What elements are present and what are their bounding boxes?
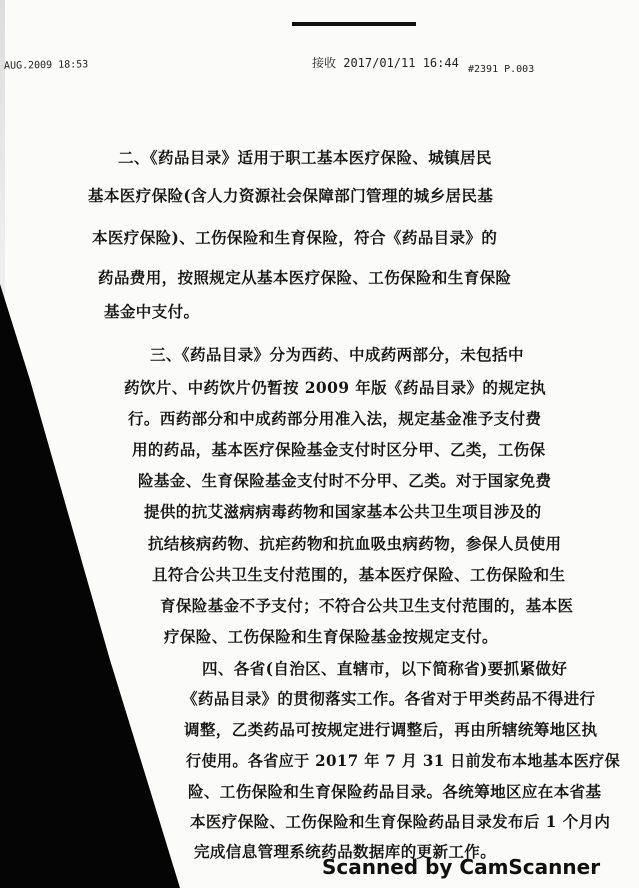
body-line: 四、各省(自治区、直辖市，以下简称省)要抓紧做好 (202, 659, 568, 678)
scanner-watermark: Scanned by CamScanner (322, 855, 601, 879)
body-line: 药品费用，按照规定从基本医疗保险、工伤保险和生育保险 (98, 268, 512, 287)
body-line: 基本医疗保险(含人力资源社会保障部门管理的城乡居民基 (88, 186, 494, 205)
body-line: 用的药品，基本医疗保险基金支付时区分甲、乙类，工伤保 (132, 440, 546, 459)
body-line: 调整，乙类药品可按规定进行调整后，再由所辖统筹地区执 (184, 720, 598, 739)
body-line: 疗保险、工伤保险和生育保险基金按规定支付。 (164, 627, 498, 646)
body-line: 《药品目录》的贯彻落实工作。各省对于甲类药品不得进行 (182, 689, 596, 708)
body-line: 本医疗保险)、工伤保险和生育保险，符合《药品目录》的 (92, 228, 498, 247)
body-line: 二、《药品目录》适用于职工基本医疗保险、城镇居民 (118, 148, 492, 167)
body-line: 行使用。各省应于 2017 年 7 月 31 日前发布本地基本医疗保 (186, 751, 621, 770)
body-line: 三、《药品目录》分为西药、中成药两部分，未包括中 (150, 345, 524, 364)
body-line: 抗结核病药物、抗疟药物和抗血吸虫病药物，参保人员使用 (148, 534, 562, 553)
body-line: 险、工伤保险和生育保险药品目录。各统筹地区应在本省基 (188, 782, 602, 801)
body-line: 完成信息管理系统药品数据库的更新工作。 (194, 842, 497, 861)
received-stamp: 接收 2017/01/11 16:44 (312, 56, 459, 70)
fax-page-number: #2391 P.003 (468, 64, 535, 75)
body-line: 基金中支付。 (104, 302, 200, 321)
body-line: 险基金、生育保险基金支付时不分甲、乙类。对于国家免费 (138, 471, 552, 490)
body-line: 行。西药部分和中成药部分用准入法，规定基金准予支付费 (128, 409, 542, 428)
body-line: 提供的抗艾滋病病毒药物和国家基本公共卫生项目涉及的 (144, 502, 542, 521)
body-line: 育保险基金不予支付；不符合公共卫生支付范围的，基本医 (160, 596, 574, 615)
body-line: 且符合公共卫生支付范围的，基本医疗保险、工伤保险和生 (152, 565, 566, 584)
body-line: 药饮片、中药饮片仍暂按 2009 年版《药品目录》的规定执 (124, 378, 547, 397)
fax-timestamp: AUG.2009 18:53 (3, 59, 89, 72)
body-line: 本医疗保险、工伤保险和生育保险药品目录发布后 1 个月内 (190, 812, 611, 831)
